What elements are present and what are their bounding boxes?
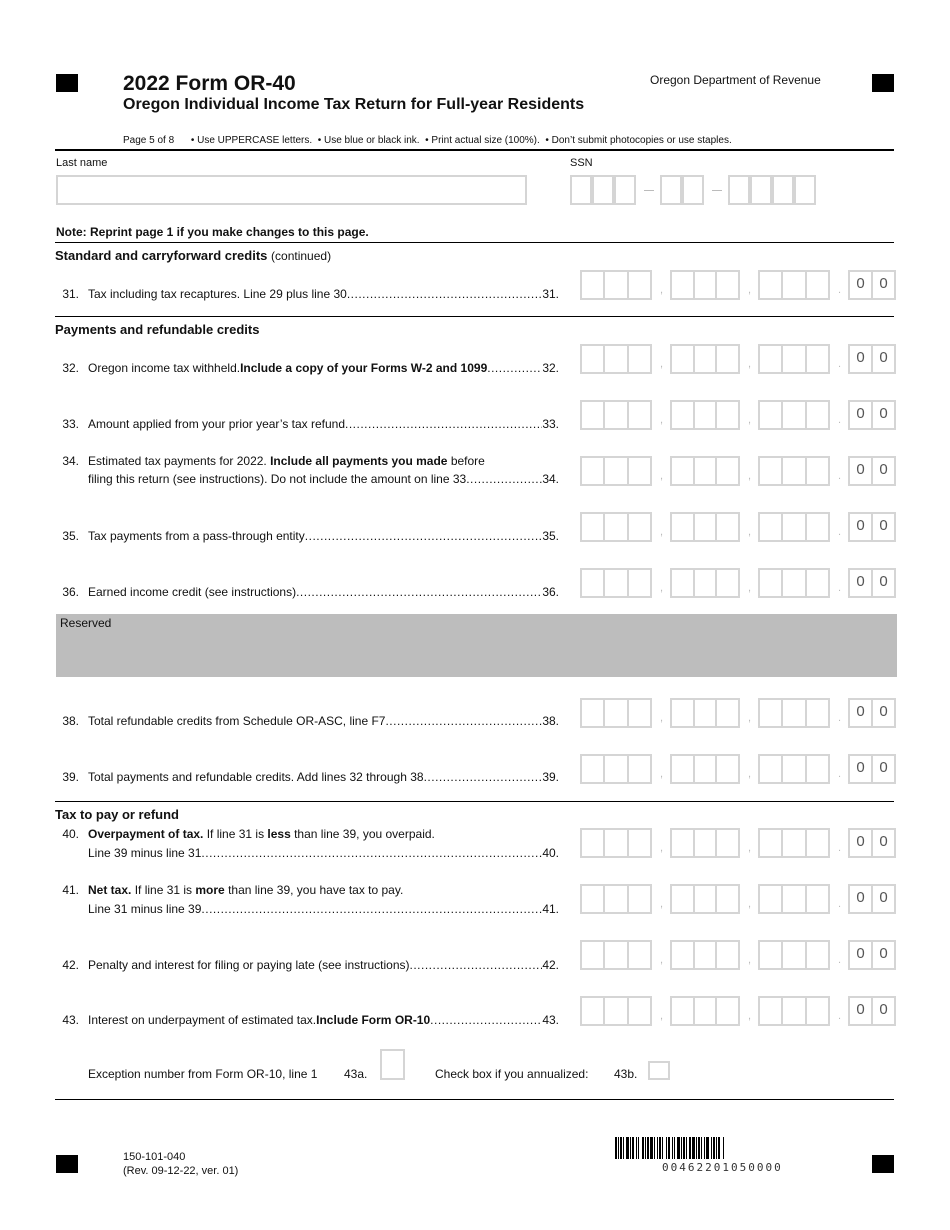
note-rule: [55, 242, 894, 243]
barcode-icon: [615, 1137, 826, 1159]
bottom-rule: [55, 1099, 894, 1100]
line-39-amount[interactable]: , , . 0 0: [580, 754, 896, 784]
section-rule-tax: [55, 801, 894, 802]
line-43b-ref: 43b.: [614, 1067, 638, 1081]
form-number: 150-101-040: [123, 1151, 186, 1163]
section-tax-to-pay: Tax to pay or refund: [55, 807, 179, 822]
line-38: 38. Total refundable credits from Schedule OR-ASC, line F7 ..... 38.: [55, 712, 559, 730]
barcode-number: 00462201050000: [662, 1161, 783, 1174]
line-40-amount[interactable]: , , . 0 0: [580, 828, 896, 858]
line-43-amount[interactable]: , , . 0 0: [580, 996, 896, 1026]
line-43: 43. Interest on underpayment of estimated tax. Include Form OR-10 ..... 43.: [55, 1011, 559, 1029]
registration-mark-top-left: [56, 74, 78, 92]
line-39: 39. Total payments and refundable credits. Add lines 32 through 38 ..... 39.: [55, 768, 559, 786]
registration-mark-top-right: [872, 74, 894, 92]
line-40: 40. Overpayment of tax. If line 31 is less than line 39, you overpaid. Line 39 minus line 31 ..... 40.: [55, 825, 559, 861]
reprint-note: Note: Reprint page 1 if you make changes to this page.: [56, 225, 369, 239]
line-38-amount[interactable]: , , . 0 0: [580, 698, 896, 728]
last-name-label: Last name: [56, 157, 108, 169]
section-rule-payments: [55, 316, 894, 317]
line-35: 35. Tax payments from a pass-through entity ..... 35.: [55, 527, 559, 545]
line-31: 31. Tax including tax recaptures. Line 29 plus line 30 ..... 31.: [55, 285, 559, 303]
line-41: 41. Net tax. If line 31 is more than line 39, you have tax to pay. Line 31 minus line 39 ..... 41.: [55, 881, 559, 917]
form-revision: (Rev. 09-12-22, ver. 01): [123, 1165, 239, 1177]
line-35-amount[interactable]: , , . 0 0: [580, 512, 896, 542]
line-42-amount[interactable]: , , . 0 0: [580, 940, 896, 970]
page-info: Page 5 of 8: [123, 135, 175, 146]
line-32-amount[interactable]: , , . 0 0: [580, 344, 896, 374]
form-footer: [123, 1150, 238, 1178]
line-33-amount[interactable]: , , . 0 0: [580, 400, 896, 430]
line-33: 33. Amount applied from your prior year’s tax refund ..... 33.: [55, 415, 559, 433]
line-43b-label: Check box if you annualized:: [435, 1067, 589, 1081]
line-43b-annualized-checkbox[interactable]: [648, 1061, 670, 1080]
line-34: 34. Estimated tax payments for 2022. Include all payments you made before filing this return (see instructions). Do not include the amount on line 33 ..... 34.: [55, 452, 559, 488]
line-43a-exception-number-field[interactable]: [380, 1049, 405, 1080]
last-name-field[interactable]: [56, 175, 527, 205]
line-34-amount[interactable]: , , . 0 0: [580, 456, 896, 486]
section-payments: Payments and refundable credits: [55, 322, 260, 337]
line-36: 36. Earned income credit (see instructions) ..... 36.: [55, 583, 559, 601]
ssn-field[interactable]: [570, 175, 820, 205]
line-31-amount[interactable]: , , . 0 0: [580, 270, 896, 300]
registration-mark-bottom-left: [56, 1155, 78, 1173]
line-43a-ref: 43a.: [344, 1067, 368, 1081]
form-subtitle: Oregon Individual Income Tax Return for Full-year Residents: [123, 96, 585, 113]
reserved-area: Reserved: [56, 614, 897, 677]
registration-mark-bottom-right: [872, 1155, 894, 1173]
line-32: 32. Oregon income tax withheld. Include a copy of your Forms W-2 and 1099 ..... 32.: [55, 359, 559, 377]
section-standard-credits: Standard and carryforward credits (continued): [55, 248, 332, 263]
instructions-text: • Use UPPERCASE letters. • Use blue or black ink. • Print actual size (100%). • Don’t submit photocopies or use staples.: [190, 135, 732, 146]
line-43a-label: Exception number from Form OR-10, line 1: [88, 1067, 318, 1081]
line-42: 42. Penalty and interest for filing or paying late (see instructions) ..... 42.: [55, 956, 559, 974]
agency-name: Oregon Department of Revenue: [650, 73, 821, 87]
page-instructions: [123, 135, 732, 146]
header-rule: [55, 149, 894, 151]
line-36-amount[interactable]: , , . 0 0: [580, 568, 896, 598]
form-title: 2022 Form OR-40: [123, 72, 296, 95]
ssn-label: SSN: [570, 157, 593, 169]
line-41-amount[interactable]: , , . 0 0: [580, 884, 896, 914]
